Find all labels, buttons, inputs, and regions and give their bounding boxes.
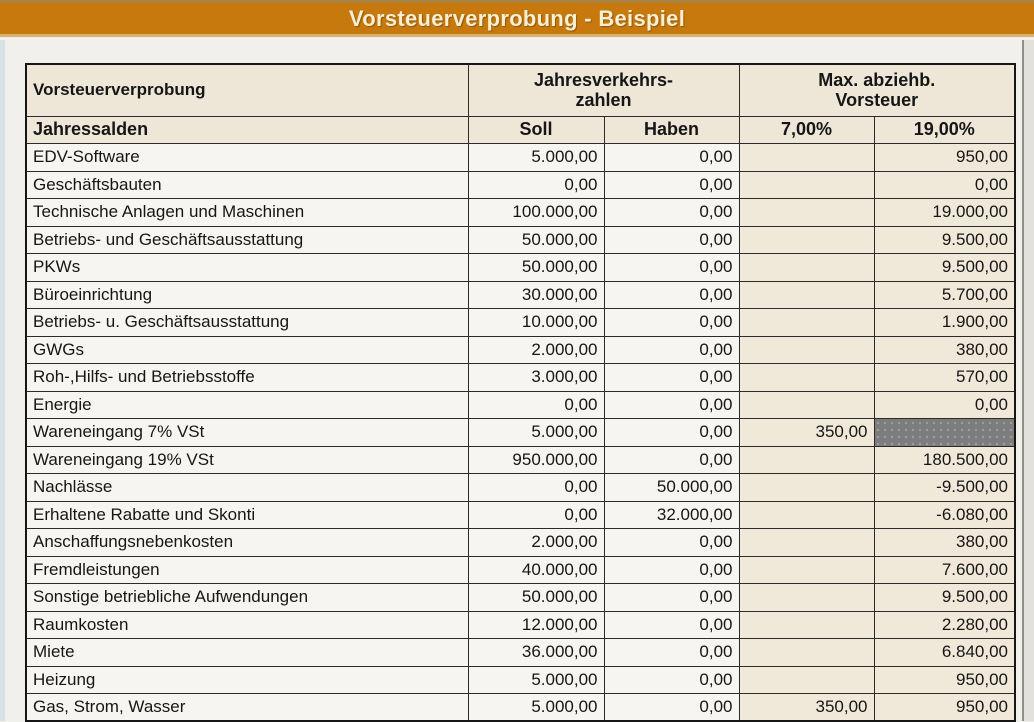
- vst19-value-cell[interactable]: 19.000,00: [874, 199, 1015, 227]
- soll-value-cell[interactable]: 0,00: [468, 391, 604, 419]
- sub-header-row: [26, 116, 1015, 144]
- row-label-cell[interactable]: Heizung: [26, 666, 468, 694]
- vst7-value-cell[interactable]: [739, 666, 874, 694]
- soll-value-cell[interactable]: 5.000,00: [468, 144, 604, 172]
- table-row: [26, 281, 1015, 309]
- haben-value-cell[interactable]: 0,00: [604, 281, 739, 309]
- table-row: [26, 529, 1015, 557]
- soll-value-cell[interactable]: 0,00: [468, 474, 604, 502]
- vst7-value-cell[interactable]: [739, 309, 874, 337]
- vst7-value-cell[interactable]: [739, 199, 874, 227]
- soll-value-cell[interactable]: 0,00: [468, 171, 604, 199]
- soll-value-cell[interactable]: 950.000,00: [468, 446, 604, 474]
- row-label-cell[interactable]: Anschaffungsnebenkosten: [26, 529, 468, 557]
- soll-value-cell[interactable]: 100.000,00: [468, 199, 604, 227]
- vst7-value-cell[interactable]: [739, 501, 874, 529]
- vst19-value-cell[interactable]: 0,00: [874, 171, 1015, 199]
- haben-value-cell[interactable]: 0,00: [604, 309, 739, 337]
- vst7-value-cell[interactable]: [739, 336, 874, 364]
- row-label-cell[interactable]: Miete: [26, 639, 468, 667]
- row-label-cell[interactable]: Raumkosten: [26, 611, 468, 639]
- row-label-cell[interactable]: Betriebs- u. Geschäftsausstattung: [26, 309, 468, 337]
- row-label-cell[interactable]: Energie: [26, 391, 468, 419]
- traffic-figures-header-cell[interactable]: [468, 64, 739, 116]
- vst19-value-cell[interactable]: 2.280,00: [874, 611, 1015, 639]
- vst19-value-cell[interactable]: 380,00: [874, 336, 1015, 364]
- table-row: [26, 611, 1015, 639]
- row-label-cell[interactable]: Wareneingang 7% VSt: [26, 419, 468, 447]
- table-row: [26, 364, 1015, 392]
- row-label-cell[interactable]: Technische Anlagen und Maschinen: [26, 199, 468, 227]
- jahressalden-header-cell[interactable]: Jahressalden: [26, 116, 468, 144]
- vst19-value-cell[interactable]: 0,00: [874, 391, 1015, 419]
- table-row: [26, 556, 1015, 584]
- soll-value-cell[interactable]: 40.000,00: [468, 556, 604, 584]
- vst19-value-cell[interactable]: 9.500,00: [874, 254, 1015, 282]
- row-label-cell[interactable]: Roh-,Hilfs- und Betriebsstoffe: [26, 364, 468, 392]
- haben-value-cell[interactable]: 0,00: [604, 144, 739, 172]
- vst7-value-cell[interactable]: 350,00: [739, 694, 874, 722]
- soll-value-cell[interactable]: 2.000,00: [468, 529, 604, 557]
- vst7-value-cell[interactable]: 350,00: [739, 419, 874, 447]
- vst19-value-cell[interactable]: [874, 419, 1015, 447]
- vst7-value-cell[interactable]: [739, 254, 874, 282]
- vst19-value-cell[interactable]: 7.600,00: [874, 556, 1015, 584]
- haben-value-cell[interactable]: 0,00: [604, 694, 739, 722]
- max-vorsteuer-header-line2: Vorsteuer: [835, 90, 919, 111]
- title-banner: [0, 0, 1034, 37]
- table-row: [26, 584, 1015, 612]
- haben-value-cell[interactable]: 0,00: [604, 639, 739, 667]
- window-right-edge: [1022, 40, 1034, 721]
- row-label-cell[interactable]: Nachlässe: [26, 474, 468, 502]
- table-row: [26, 391, 1015, 419]
- group-header-row: [26, 64, 1015, 116]
- vst19-value-cell[interactable]: 570,00: [874, 364, 1015, 392]
- vorsteuer-table-container: [25, 63, 1016, 722]
- table-row: [26, 694, 1015, 722]
- row-label-cell[interactable]: Betriebs- und Geschäftsausstattung: [26, 226, 468, 254]
- vst19-value-cell[interactable]: 950,00: [874, 144, 1015, 172]
- table-row: [26, 501, 1015, 529]
- haben-value-cell[interactable]: 50.000,00: [604, 474, 739, 502]
- vst19-value-cell[interactable]: 9.500,00: [874, 226, 1015, 254]
- row-label-cell[interactable]: PKWs: [26, 254, 468, 282]
- vst7-value-cell[interactable]: [739, 529, 874, 557]
- corner-header-cell[interactable]: Vorsteuerverprobung: [26, 64, 468, 116]
- vst19-header-cell[interactable]: 19,00%: [874, 116, 1015, 144]
- haben-value-cell[interactable]: 0,00: [604, 529, 739, 557]
- table-row: [26, 446, 1015, 474]
- row-label-cell[interactable]: Geschäftsbauten: [26, 171, 468, 199]
- haben-value-cell[interactable]: 0,00: [604, 254, 739, 282]
- row-label-cell[interactable]: Sonstige betriebliche Aufwendungen: [26, 584, 468, 612]
- haben-value-cell[interactable]: 0,00: [604, 584, 739, 612]
- haben-value-cell[interactable]: 0,00: [604, 556, 739, 584]
- soll-value-cell[interactable]: 5.000,00: [468, 419, 604, 447]
- vst7-value-cell[interactable]: [739, 281, 874, 309]
- haben-value-cell[interactable]: 0,00: [604, 336, 739, 364]
- haben-value-cell[interactable]: 0,00: [604, 419, 739, 447]
- table-row: [26, 336, 1015, 364]
- soll-value-cell[interactable]: 12.000,00: [468, 611, 604, 639]
- haben-value-cell[interactable]: 0,00: [604, 666, 739, 694]
- window-left-edge: [0, 40, 5, 721]
- haben-value-cell[interactable]: 32.000,00: [604, 501, 739, 529]
- table-body: [26, 144, 1015, 722]
- row-label-cell[interactable]: Gas, Strom, Wasser: [26, 694, 468, 722]
- soll-value-cell[interactable]: 50.000,00: [468, 584, 604, 612]
- vst7-value-cell[interactable]: [739, 144, 874, 172]
- vst19-value-cell[interactable]: 1.900,00: [874, 309, 1015, 337]
- vst7-value-cell[interactable]: [739, 584, 874, 612]
- vst7-value-cell[interactable]: [739, 611, 874, 639]
- soll-header-cell[interactable]: Soll: [468, 116, 604, 144]
- vst19-value-cell[interactable]: 5.700,00: [874, 281, 1015, 309]
- row-label-cell[interactable]: Fremdleistungen: [26, 556, 468, 584]
- vst7-value-cell[interactable]: [739, 171, 874, 199]
- table-row: [26, 639, 1015, 667]
- traffic-figures-header-line1: Jahresverkehrs-: [533, 69, 674, 90]
- haben-value-cell[interactable]: 0,00: [604, 391, 739, 419]
- row-label-cell[interactable]: GWGs: [26, 336, 468, 364]
- soll-value-cell[interactable]: 50.000,00: [468, 254, 604, 282]
- vst7-value-cell[interactable]: [739, 474, 874, 502]
- row-label-cell[interactable]: EDV-Software: [26, 144, 468, 172]
- haben-value-cell[interactable]: 0,00: [604, 611, 739, 639]
- table-row: [26, 309, 1015, 337]
- table-row: [26, 199, 1015, 227]
- table-row: [26, 474, 1015, 502]
- haben-value-cell[interactable]: 0,00: [604, 364, 739, 392]
- table-row: [26, 666, 1015, 694]
- table-row: [26, 419, 1015, 447]
- table-row: [26, 144, 1015, 172]
- vorsteuer-table: [25, 63, 1016, 722]
- soll-value-cell[interactable]: 30.000,00: [468, 281, 604, 309]
- vst19-value-cell[interactable]: 380,00: [874, 529, 1015, 557]
- soll-value-cell[interactable]: 10.000,00: [468, 309, 604, 337]
- soll-value-cell[interactable]: 2.000,00: [468, 336, 604, 364]
- vst7-value-cell[interactable]: [739, 446, 874, 474]
- vst7-value-cell[interactable]: [739, 556, 874, 584]
- vst7-value-cell[interactable]: [739, 391, 874, 419]
- vst19-value-cell[interactable]: -6.080,00: [874, 501, 1015, 529]
- haben-value-cell[interactable]: 0,00: [604, 226, 739, 254]
- page-title: Vorsteuerverprobung - Beispiel: [348, 5, 686, 31]
- soll-value-cell[interactable]: 3.000,00: [468, 364, 604, 392]
- row-label-cell[interactable]: Erhaltene Rabatte und Skonti: [26, 501, 468, 529]
- soll-value-cell[interactable]: 5.000,00: [468, 666, 604, 694]
- vst19-value-cell[interactable]: 950,00: [874, 666, 1015, 694]
- table-row: [26, 171, 1015, 199]
- max-vorsteuer-header-cell[interactable]: [739, 64, 1015, 116]
- vst19-value-cell[interactable]: -9.500,00: [874, 474, 1015, 502]
- vst7-header-cell[interactable]: 7,00%: [739, 116, 874, 144]
- haben-header-cell[interactable]: Haben: [604, 116, 739, 144]
- haben-value-cell[interactable]: 0,00: [604, 446, 739, 474]
- vst7-value-cell[interactable]: [739, 226, 874, 254]
- haben-value-cell[interactable]: 0,00: [604, 199, 739, 227]
- vst19-value-cell[interactable]: 9.500,00: [874, 584, 1015, 612]
- table-row: [26, 226, 1015, 254]
- soll-value-cell[interactable]: 36.000,00: [468, 639, 604, 667]
- vst7-value-cell[interactable]: [739, 639, 874, 667]
- vst7-value-cell[interactable]: [739, 364, 874, 392]
- soll-value-cell[interactable]: 50.000,00: [468, 226, 604, 254]
- row-label-cell[interactable]: Büroeinrichtung: [26, 281, 468, 309]
- soll-value-cell[interactable]: 0,00: [468, 501, 604, 529]
- max-vorsteuer-header-line1: Max. abziehb.: [818, 69, 936, 90]
- traffic-figures-header-line2: zahlen: [575, 90, 632, 111]
- table-row: [26, 254, 1015, 282]
- row-label-cell[interactable]: Wareneingang 19% VSt: [26, 446, 468, 474]
- soll-value-cell[interactable]: 5.000,00: [468, 694, 604, 722]
- vst19-value-cell[interactable]: 180.500,00: [874, 446, 1015, 474]
- haben-value-cell[interactable]: 0,00: [604, 171, 739, 199]
- vst19-value-cell[interactable]: 6.840,00: [874, 639, 1015, 667]
- vst19-value-cell[interactable]: 950,00: [874, 694, 1015, 722]
